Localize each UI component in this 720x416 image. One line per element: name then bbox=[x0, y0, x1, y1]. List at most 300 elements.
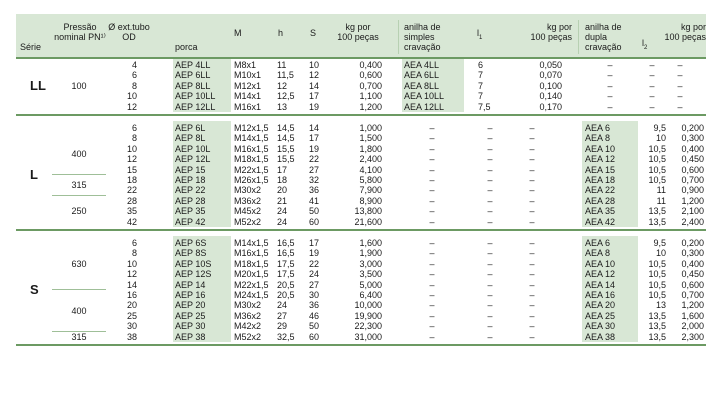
nominal-pressure: 250 bbox=[71, 206, 87, 217]
nominal-pressure: 630 bbox=[71, 259, 87, 269]
cell-porca: AEP 6S bbox=[175, 238, 207, 248]
cell-porca: AEP 6LL bbox=[175, 70, 211, 81]
cell-s: 17 bbox=[309, 238, 320, 248]
cell-m: M14x1,5 bbox=[234, 238, 269, 248]
cell-kg3: – bbox=[677, 80, 683, 91]
cell-l2: 9,5 bbox=[653, 123, 666, 133]
cell-kg3: – bbox=[677, 101, 683, 112]
cell-porca: AEP 28 bbox=[175, 195, 206, 206]
cell-kg2: – bbox=[529, 175, 535, 185]
cell-s: 32 bbox=[309, 175, 320, 185]
cell-od: 6 bbox=[131, 123, 137, 133]
cell-kg1: 19,900 bbox=[354, 310, 382, 321]
cell-od: 16 bbox=[126, 290, 137, 300]
cell-kg3: 2,300 bbox=[681, 331, 704, 342]
cell-s: 30 bbox=[309, 290, 320, 300]
nominal-pressure: 400 bbox=[71, 305, 87, 316]
cell-h: 15,5 bbox=[277, 154, 295, 165]
cell-l1: – bbox=[487, 310, 493, 321]
cell-anilha-simples: – bbox=[429, 216, 435, 227]
cell-kg3: 2,400 bbox=[681, 216, 704, 227]
cell-kg2: – bbox=[529, 331, 535, 342]
cell-h: 24 bbox=[277, 206, 288, 217]
cell-l2: 10,5 bbox=[648, 154, 666, 165]
cell-od: 12 bbox=[126, 101, 137, 112]
cell-anilha-dupla: AEA 16 bbox=[585, 290, 616, 300]
cell-anilha-dupla: AEA 15 bbox=[585, 164, 616, 175]
cell-anilha-dupla: AEA 25 bbox=[585, 310, 616, 321]
cell-kg3: 0,400 bbox=[681, 143, 704, 154]
header-porca: porca bbox=[175, 42, 198, 52]
group-divider bbox=[52, 195, 106, 196]
cell-porca: AEP 18 bbox=[175, 175, 206, 185]
cell-h: 29 bbox=[277, 321, 288, 332]
cell-anilha-dupla: AEA 6 bbox=[585, 238, 611, 248]
cell-m: M26x1,5 bbox=[234, 175, 269, 185]
header-h: h bbox=[278, 28, 284, 38]
cell-kg1: 1,200 bbox=[359, 101, 382, 112]
cell-h: 17,5 bbox=[277, 258, 295, 269]
cell-l1: – bbox=[487, 290, 493, 300]
cell-l1: 7 bbox=[478, 91, 484, 102]
header-l1: $l_1$ bbox=[477, 28, 483, 41]
cell-od: 35 bbox=[126, 206, 137, 217]
cell-anilha-simples: – bbox=[429, 321, 435, 332]
cell-s: 22 bbox=[309, 258, 320, 269]
header-rule bbox=[16, 57, 706, 59]
cell-od: 14 bbox=[126, 279, 137, 290]
cell-s: 50 bbox=[309, 206, 320, 217]
cell-l1: – bbox=[487, 331, 493, 342]
cell-anilha-dupla: AEA 12 bbox=[585, 269, 616, 280]
cell-kg2: – bbox=[529, 195, 535, 206]
cell-l2: 13 bbox=[655, 300, 666, 311]
cell-l2: 11 bbox=[656, 195, 666, 206]
cell-l1: – bbox=[487, 269, 493, 280]
cell-porca: AEP 30 bbox=[175, 321, 206, 332]
table-header bbox=[16, 14, 706, 57]
cell-l1: – bbox=[487, 248, 493, 259]
header-m: M bbox=[234, 28, 242, 38]
cell-s: 12 bbox=[309, 70, 320, 81]
cell-l2: – bbox=[649, 80, 655, 91]
cell-porca: AEP 35 bbox=[175, 206, 206, 217]
cell-m: M30x2 bbox=[234, 300, 262, 311]
cell-anilha-simples: – bbox=[429, 123, 435, 133]
cell-m: M36x2 bbox=[234, 195, 262, 206]
cell-porca: AEP 15 bbox=[175, 164, 206, 175]
cell-m: M16x1,5 bbox=[234, 143, 269, 154]
cell-l1: – bbox=[487, 238, 493, 248]
cell-anilha-dupla: – bbox=[607, 70, 613, 81]
cell-kg2: 0,140 bbox=[539, 91, 562, 102]
cell-m: M16x1,5 bbox=[234, 248, 269, 259]
cell-anilha-simples: – bbox=[429, 248, 435, 259]
cell-kg2: – bbox=[529, 206, 535, 217]
cell-kg1: 31,000 bbox=[354, 331, 382, 342]
cell-m: M12x1 bbox=[234, 80, 262, 91]
cell-s: 14 bbox=[309, 123, 320, 133]
cell-s: 36 bbox=[309, 300, 320, 311]
cell-kg1: 8,900 bbox=[359, 195, 382, 206]
cell-anilha-dupla: AEA 20 bbox=[585, 300, 616, 311]
cell-l2: 13,5 bbox=[648, 206, 666, 217]
series-divider bbox=[16, 229, 706, 231]
cell-h: 17,5 bbox=[277, 269, 295, 280]
cell-od: 10 bbox=[126, 91, 137, 102]
cell-anilha-simples: – bbox=[429, 331, 435, 342]
cell-m: M52x2 bbox=[234, 331, 262, 342]
cell-s: 27 bbox=[309, 279, 320, 290]
cell-h: 13 bbox=[277, 101, 288, 112]
cell-l1: 7 bbox=[478, 70, 484, 81]
cell-od: 8 bbox=[131, 133, 137, 144]
cell-l2: – bbox=[649, 101, 655, 112]
series-label: L bbox=[30, 167, 38, 182]
cell-anilha-dupla: AEA 18 bbox=[585, 175, 616, 185]
cell-anilha-simples: – bbox=[429, 143, 435, 154]
cell-h: 24 bbox=[277, 216, 288, 227]
cell-l2: 10,5 bbox=[648, 258, 666, 269]
cell-porca: AEP 8LL bbox=[175, 80, 211, 91]
cell-anilha-simples: AEA 6LL bbox=[404, 70, 440, 81]
cell-kg2: 0,050 bbox=[539, 60, 562, 70]
cell-kg3: 1,200 bbox=[681, 195, 704, 206]
cell-l1: – bbox=[487, 216, 493, 227]
cell-l1: – bbox=[487, 258, 493, 269]
cell-m: M22x1,5 bbox=[234, 279, 269, 290]
cell-kg1: 1,900 bbox=[359, 248, 382, 259]
cell-l1: – bbox=[487, 195, 493, 206]
cell-porca: AEP 4LL bbox=[175, 60, 211, 70]
cell-od: 8 bbox=[131, 248, 137, 259]
cell-od: 10 bbox=[126, 143, 137, 154]
cell-l2: 13,5 bbox=[648, 216, 666, 227]
cell-s: 60 bbox=[309, 331, 320, 342]
cell-anilha-simples: AEA 10LL bbox=[404, 91, 445, 102]
cell-kg1: 0,600 bbox=[359, 70, 382, 81]
header-divider bbox=[398, 20, 399, 54]
cell-anilha-dupla: AEA 42 bbox=[585, 216, 616, 227]
cell-l2: – bbox=[649, 60, 655, 70]
cell-m: M45x2 bbox=[234, 206, 262, 217]
cell-od: 28 bbox=[126, 195, 137, 206]
cell-porca: AEP 10S bbox=[175, 258, 212, 269]
cell-m: M8x1 bbox=[234, 60, 257, 70]
cell-l2: 10,5 bbox=[648, 279, 666, 290]
cell-l1: 7,5 bbox=[478, 101, 491, 112]
cell-kg3: 0,450 bbox=[681, 154, 704, 165]
cell-porca: AEP 22 bbox=[175, 185, 206, 196]
cell-kg3: 0,300 bbox=[681, 133, 704, 144]
cell-l2: 10 bbox=[655, 133, 666, 144]
cell-h: 20,5 bbox=[277, 290, 295, 300]
cell-kg1: 5,800 bbox=[359, 175, 382, 185]
cell-anilha-simples: – bbox=[429, 238, 435, 248]
cell-kg1: 3,500 bbox=[359, 269, 382, 280]
cell-anilha-simples: – bbox=[429, 195, 435, 206]
cell-porca: AEP 20 bbox=[175, 300, 206, 311]
cell-kg1: 13,800 bbox=[354, 206, 382, 217]
cell-anilha-simples: – bbox=[429, 300, 435, 311]
cell-h: 16,5 bbox=[277, 238, 295, 248]
cell-kg2: – bbox=[529, 164, 535, 175]
cell-kg3: 2,100 bbox=[681, 206, 704, 217]
cell-kg1: 1,800 bbox=[359, 143, 382, 154]
cell-h: 21 bbox=[277, 195, 288, 206]
cell-h: 15,5 bbox=[277, 143, 295, 154]
header-pressao: Pressão nominal PN¹⁾ bbox=[54, 22, 106, 42]
cell-m: M22x1,5 bbox=[234, 164, 269, 175]
cell-porca: AEP 16 bbox=[175, 290, 206, 300]
cell-anilha-dupla: AEA 10 bbox=[585, 258, 616, 269]
cell-od: 6 bbox=[131, 238, 137, 248]
cell-l2: 11 bbox=[656, 185, 666, 196]
cell-kg3: – bbox=[677, 60, 683, 70]
cell-l1: 6 bbox=[478, 60, 484, 70]
cell-h: 12,5 bbox=[277, 91, 295, 102]
cell-od: 15 bbox=[126, 164, 137, 175]
header-serie: Série bbox=[20, 42, 42, 52]
header-kg2: kg por 100 peças bbox=[530, 22, 572, 42]
cell-h: 16,5 bbox=[277, 248, 295, 259]
header-l2: $l_2$ bbox=[642, 38, 648, 51]
cell-kg1: 4,100 bbox=[359, 164, 382, 175]
cell-s: 41 bbox=[309, 195, 320, 206]
cell-s: 19 bbox=[309, 101, 320, 112]
cell-l2: 10 bbox=[655, 248, 666, 259]
cell-kg3: 0,700 bbox=[681, 175, 704, 185]
cell-s: 22 bbox=[309, 154, 320, 165]
series-divider bbox=[16, 344, 706, 346]
cell-l1: – bbox=[487, 123, 493, 133]
cell-l1: – bbox=[487, 154, 493, 165]
header-kg3: kg por 100 peças bbox=[664, 22, 706, 42]
cell-s: 24 bbox=[309, 269, 320, 280]
cell-kg3: 1,600 bbox=[681, 310, 704, 321]
cell-h: 27 bbox=[277, 310, 288, 321]
cell-anilha-simples: – bbox=[429, 310, 435, 321]
cell-l2: 10,5 bbox=[648, 164, 666, 175]
cell-anilha-dupla: – bbox=[607, 101, 613, 112]
cell-kg2: – bbox=[529, 290, 535, 300]
cell-s: 17 bbox=[309, 133, 320, 144]
cell-l1: – bbox=[487, 321, 493, 332]
cell-s: 36 bbox=[309, 185, 320, 196]
cell-anilha-dupla: AEA 35 bbox=[585, 206, 616, 217]
cell-porca: AEP 42 bbox=[175, 216, 206, 227]
cell-l2: – bbox=[649, 70, 655, 81]
cell-kg1: 0,700 bbox=[359, 80, 382, 91]
cell-kg1: 6,400 bbox=[359, 290, 382, 300]
cell-anilha-dupla: AEA 8 bbox=[585, 133, 611, 144]
cell-kg1: 7,900 bbox=[359, 185, 382, 196]
cell-kg3: 0,300 bbox=[681, 248, 704, 259]
cell-kg3: 0,400 bbox=[681, 258, 704, 269]
cell-kg1: 10,000 bbox=[354, 300, 382, 311]
nominal-pressure: 315 bbox=[71, 331, 87, 342]
cell-od: 10 bbox=[126, 258, 137, 269]
cell-s: 10 bbox=[309, 60, 320, 70]
cell-kg2: – bbox=[529, 216, 535, 227]
cell-porca: AEP 12S bbox=[175, 269, 212, 280]
cell-l1: – bbox=[487, 185, 493, 196]
cell-l2: 10,5 bbox=[648, 269, 666, 280]
cell-h: 14,5 bbox=[277, 123, 295, 133]
cell-kg2: – bbox=[529, 279, 535, 290]
cell-m: M24x1,5 bbox=[234, 290, 269, 300]
cell-kg3: 0,200 bbox=[681, 238, 704, 248]
header-anilha-dupla: anilha de dupla cravação bbox=[585, 22, 622, 52]
cell-kg2: 0,100 bbox=[539, 80, 562, 91]
cell-l1: – bbox=[487, 143, 493, 154]
cell-anilha-dupla: AEA 30 bbox=[585, 321, 616, 332]
cell-porca: AEP 10LL bbox=[175, 91, 216, 102]
cell-porca: AEP 10L bbox=[175, 143, 211, 154]
cell-m: M52x2 bbox=[234, 216, 262, 227]
cell-l1: 7 bbox=[478, 80, 484, 91]
cell-anilha-dupla: AEA 22 bbox=[585, 185, 616, 196]
cell-s: 60 bbox=[309, 216, 320, 227]
cell-anilha-simples: – bbox=[429, 175, 435, 185]
group-divider bbox=[52, 174, 106, 175]
header-anilha-simples: anilha de simples cravação bbox=[404, 22, 441, 52]
cell-l2: 13,5 bbox=[648, 321, 666, 332]
cell-h: 12 bbox=[277, 80, 288, 91]
cell-kg2: – bbox=[529, 185, 535, 196]
cell-kg1: 1,100 bbox=[359, 91, 382, 102]
cell-l2: 13,5 bbox=[648, 310, 666, 321]
cell-l2: 10,5 bbox=[648, 143, 666, 154]
cell-kg2: – bbox=[529, 123, 535, 133]
cell-l2: 10,5 bbox=[648, 175, 666, 185]
cell-anilha-simples: – bbox=[429, 185, 435, 196]
cell-porca: AEP 25 bbox=[175, 310, 206, 321]
cell-kg2: 0,170 bbox=[539, 101, 562, 112]
cell-kg3: – bbox=[677, 91, 683, 102]
cell-porca: AEP 6L bbox=[175, 123, 206, 133]
header-s: S bbox=[310, 28, 317, 38]
cell-l1: – bbox=[487, 206, 493, 217]
cell-kg1: 1,000 bbox=[359, 123, 382, 133]
cell-m: M12x1,5 bbox=[234, 123, 269, 133]
cell-porca: AEP 12LL bbox=[175, 101, 216, 112]
cell-l2: 9,5 bbox=[653, 238, 666, 248]
cell-h: 17 bbox=[277, 164, 288, 175]
cell-h: 14,5 bbox=[277, 133, 295, 144]
cell-l1: – bbox=[487, 175, 493, 185]
cell-h: 20,5 bbox=[277, 279, 295, 290]
cell-porca: AEP 12L bbox=[175, 154, 211, 165]
cell-kg3: 0,600 bbox=[681, 279, 704, 290]
cell-anilha-simples: – bbox=[429, 269, 435, 280]
cell-anilha-dupla: AEA 12 bbox=[585, 154, 616, 165]
cell-h: 11 bbox=[277, 60, 287, 70]
cell-kg2: – bbox=[529, 248, 535, 259]
cell-kg1: 3,000 bbox=[359, 258, 382, 269]
cell-kg2: – bbox=[529, 269, 535, 280]
cell-kg3: 0,200 bbox=[681, 123, 704, 133]
series-divider bbox=[16, 114, 706, 116]
cell-kg1: 22,300 bbox=[354, 321, 382, 332]
cell-kg2: – bbox=[529, 258, 535, 269]
cell-porca: AEP 8S bbox=[175, 248, 207, 259]
cell-m: M30x2 bbox=[234, 185, 262, 196]
cell-anilha-dupla: AEA 38 bbox=[585, 331, 616, 342]
cell-m: M42x2 bbox=[234, 321, 262, 332]
cell-l1: – bbox=[487, 133, 493, 144]
cell-anilha-simples: – bbox=[429, 133, 435, 144]
cell-anilha-dupla: – bbox=[607, 80, 613, 91]
cell-h: 11,5 bbox=[277, 70, 294, 81]
cell-kg2: – bbox=[529, 321, 535, 332]
cell-kg2: – bbox=[529, 143, 535, 154]
cell-m: M20x1,5 bbox=[234, 269, 269, 280]
cell-od: 30 bbox=[126, 321, 137, 332]
nominal-pressure: 315 bbox=[71, 180, 87, 191]
cell-od: 8 bbox=[131, 80, 137, 91]
nominal-pressure: 100 bbox=[71, 81, 87, 91]
cell-s: 19 bbox=[309, 248, 320, 259]
cell-kg2: – bbox=[529, 133, 535, 144]
cell-anilha-simples: AEA 12LL bbox=[404, 101, 445, 112]
cell-l1: – bbox=[487, 164, 493, 175]
cell-s: 50 bbox=[309, 321, 320, 332]
cell-od: 4 bbox=[131, 60, 137, 70]
cell-m: M18x1,5 bbox=[234, 154, 269, 165]
cell-od: 42 bbox=[126, 216, 137, 227]
cell-anilha-dupla: AEA 10 bbox=[585, 143, 616, 154]
cell-od: 38 bbox=[126, 331, 137, 342]
cell-anilha-dupla: – bbox=[607, 60, 613, 70]
cell-l2: 10,5 bbox=[648, 290, 666, 300]
header-divider bbox=[578, 20, 579, 54]
cell-anilha-simples: – bbox=[429, 279, 435, 290]
cell-od: 25 bbox=[126, 310, 137, 321]
cell-kg2: – bbox=[529, 238, 535, 248]
cell-h: 20 bbox=[277, 185, 288, 196]
cell-m: M16x1 bbox=[234, 101, 262, 112]
cell-anilha-simples: – bbox=[429, 206, 435, 217]
cell-kg3: 0,700 bbox=[681, 290, 704, 300]
cell-anilha-simples: – bbox=[429, 154, 435, 165]
header-od: Ø ext.tubo OD bbox=[108, 22, 150, 42]
cell-anilha-simples: AEA 4LL bbox=[404, 60, 440, 70]
cell-od: 6 bbox=[131, 70, 137, 81]
cell-kg1: 0,400 bbox=[359, 60, 382, 70]
cell-kg3: 0,600 bbox=[681, 164, 704, 175]
cell-anilha-dupla: AEA 6 bbox=[585, 123, 611, 133]
cell-l2: – bbox=[649, 91, 655, 102]
cell-l1: – bbox=[487, 300, 493, 311]
cell-m: M36x2 bbox=[234, 310, 262, 321]
cell-anilha-simples: – bbox=[429, 164, 435, 175]
cell-porca: AEP 14 bbox=[175, 279, 206, 290]
series-label: S bbox=[30, 282, 39, 297]
cell-od: 22 bbox=[126, 185, 137, 196]
cell-anilha-dupla: – bbox=[607, 91, 613, 102]
cell-m: M10x1 bbox=[234, 70, 262, 81]
cell-kg3: – bbox=[677, 70, 683, 81]
cell-l1: – bbox=[487, 279, 493, 290]
group-divider bbox=[52, 289, 106, 290]
cell-h: 24 bbox=[277, 300, 288, 311]
cell-s: 17 bbox=[309, 91, 320, 102]
cell-od: 12 bbox=[126, 154, 137, 165]
nominal-pressure: 400 bbox=[71, 149, 87, 160]
cell-porca: AEP 8L bbox=[175, 133, 206, 144]
cell-anilha-dupla: AEA 28 bbox=[585, 195, 616, 206]
